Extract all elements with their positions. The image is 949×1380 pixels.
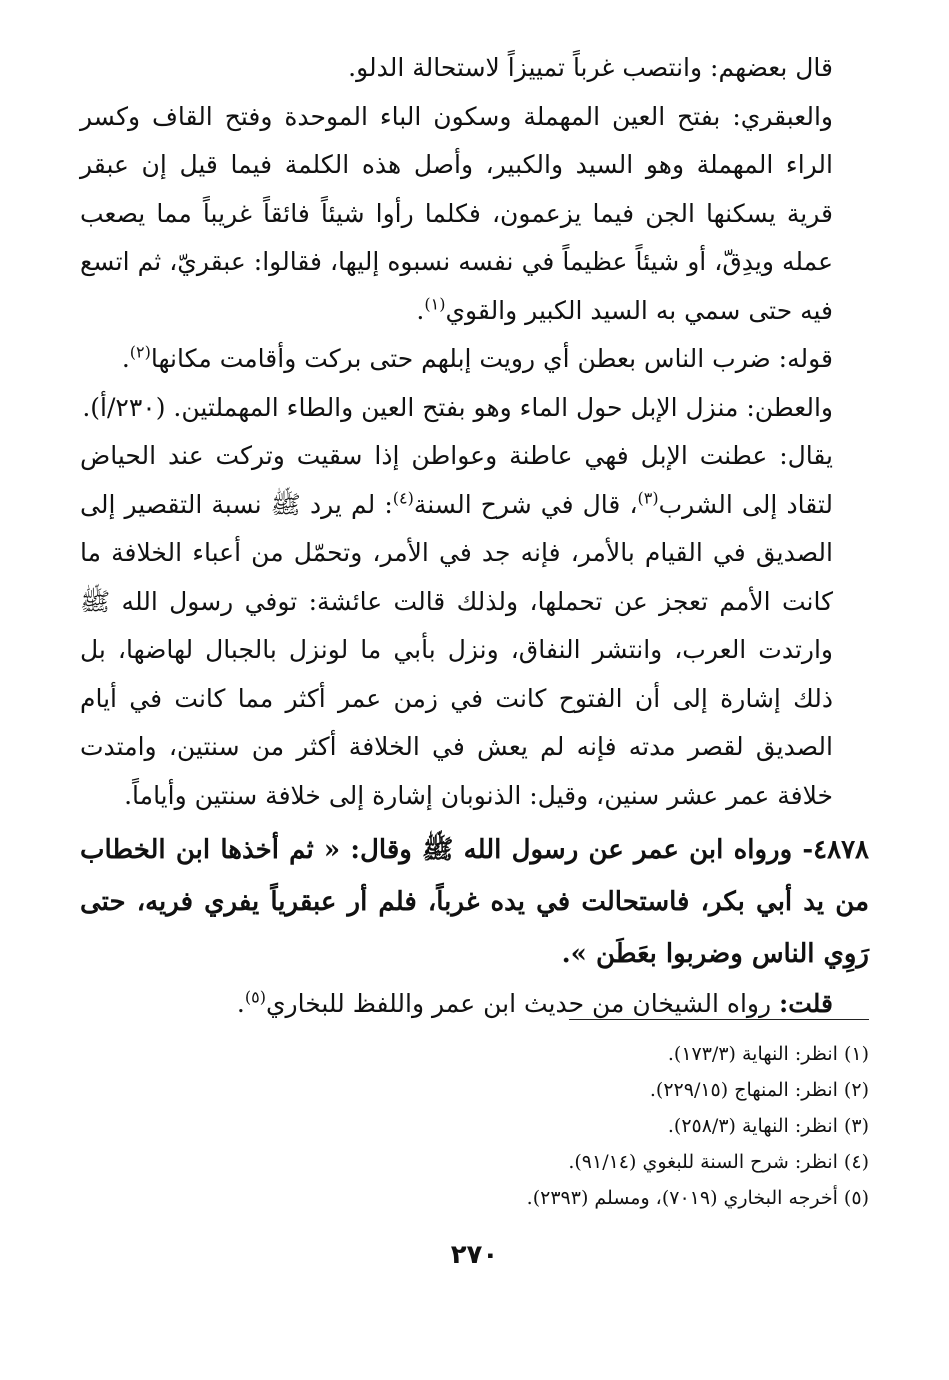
qult-label: قلت: (778, 989, 833, 1018)
footnote-item: (٥) أخرجه البخاري (٧٠١٩)، ومسلم (٢٣٩٣). (526, 1187, 869, 1209)
paragraph-5-text-b: ، قال في شرح السنة (413, 489, 638, 519)
footnote-ref-4: (٤) (392, 488, 414, 508)
paragraph-3-text: قوله: ضرب الناس بعطن أي رويت إبلهم حتى بركت وأقامت مكانها (150, 344, 833, 373)
paragraph-5 (80, 432, 869, 820)
paragraph-1 (80, 44, 869, 93)
footnote-item: (٤) انظر: شرح السنة للبغوي (٩١/١٤). (568, 1151, 869, 1173)
page-number: ٢٧٠ (450, 1240, 499, 1270)
paragraph-2: والعبقري: بفتح العين المهملة وسكون الباء الموحدة وفتح القاف وكسر الراء المهملة وهو السيد والكبير، وأصل هذه الكلمة فيما قيل إن عبقر قرية يسكنها الجن فيما يزعمون، فكلما رأوا شيئاً فائقاً غريباً مما يصعب عمله ويدِقّ، أو شيئاً عظيماً في نفسه نسبوه إليها، فقالوا: عبقريّ، ثم اتسع فيه حتى سمي به السيد الكبير والقوي$^{(١)}$. (80, 101, 833, 325)
paragraph-5-text-a: يقال: عطنت الإبل فهي عاطنة وعواطن إذا سقيت وتركت عند الحياض لتقاد إلى الشرب (80, 441, 833, 519)
paragraph-5-text-c: : لم يرد ﷺ نسبة التقصير إلى الصديق في القيام بالأمر، فإنه جد في الأمر، وتحمّل من أعباء الخلافة ما كانت الأمم تعجز عن تحملها، ولذلك قالت عائشة: توفي رسول الله ﷺ وارتدت العرب، وانتشر النفاق، ونزل بأبي ما لونزل بالجبال لهاضها، بل ذلك إشارة إلى أن الفتوح كانت في زمن عمر أكثر مما كانت في أيام الصديق لقصر مدته فإنه لم يعش في الخلافة أكثر من سنتين، وامتدت خلافة عمر عشر سنين، وقيل: الذنوبان إشارة إلى خلافة سنتين وأياماً. (80, 489, 833, 810)
page-body (80, 44, 870, 1209)
footnote-ref-2: (٢) (129, 342, 151, 362)
main-text (80, 44, 869, 820)
hadith-number: ٤٨٧٨ (813, 835, 869, 865)
paragraph-2-text: والعبقري: بفتح العين المهملة وسكون الباء الموحدة وفتح القاف وكسر الراء المهملة وهو السيد والكبير، وأصل هذه الكلمة فيما قيل إن عبقر قرية يسكنها الجن فيما يزعمون، فكلما رأوا شيئاً فائقاً غريباً مما يصعب عمله ويدِقّ، أو شيئاً عظيماً في نفسه نسبوه إليها، فقالوا: عبقريّ، ثم اتسع فيه حتى سمي به السيد الكبير والقوي (80, 101, 833, 325)
footnote-item: (١) انظر: النهاية (١٧٣/٣). (667, 1043, 869, 1065)
paragraph-4 (80, 384, 869, 433)
paragraph-4-text: والعطن: منزل الإبل حول الماء وهو بفتح العين والطاء المهملتين. (٢٣٠/أ). (82, 392, 833, 422)
footnote-ref-5: (٥) (244, 987, 266, 1007)
paragraph-1-text: قال بعضهم: وانتصب غرباً تمييزاً لاستحالة الدلو. (348, 53, 833, 82)
hadith-text: - ورواه ابن عمر عن رسول الله ﷺ وقال: « ثم أخذها ابن الخطاب من يد أبي بكر، فاستحالت في يده غرباً، فلم أر عبقرياً يفري فريه، حتى رَوِي الناس وضربوا بعَطَن ». (80, 835, 870, 969)
hadith-block (80, 824, 869, 980)
paragraph-3: قوله: ضرب الناس بعطن أي رويت إبلهم حتى بركت وأقامت مكانها$^{(٢)}$. (121, 342, 833, 373)
footnote-item: (٢) انظر: المنهاج (٢٢٩/١٥). (649, 1079, 869, 1101)
footnote-separator (569, 1019, 869, 1020)
qult-paragraph: قلت: رواه الشيخان من حديث ابن عمر واللفظ للبخاري$^{(٥)}$. (236, 987, 833, 1018)
footnote-item: (٣) انظر: النهاية (٢٥٨/٣). (667, 1115, 869, 1137)
footnotes-list (80, 1036, 869, 1216)
footnote-ref-1: (١) (424, 294, 446, 314)
qult-text: رواه الشيخان من حديث ابن عمر واللفظ للبخاري (265, 989, 779, 1018)
footnote-ref-3: (٣) (637, 488, 659, 508)
